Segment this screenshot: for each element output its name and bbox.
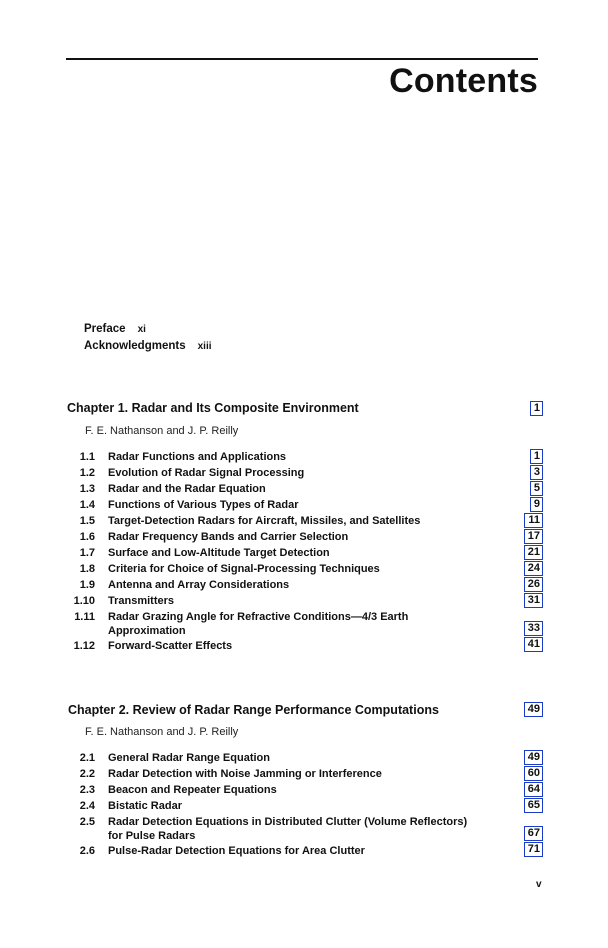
section-number: 1.1 [79, 451, 95, 463]
section-title: General Radar Range Equation [108, 752, 270, 764]
section-page-link[interactable]: 67 [524, 826, 543, 841]
section-number: 2.3 [79, 784, 95, 796]
chapter-2-title: Chapter 2. Review of Radar Range Performance Computations [68, 703, 439, 717]
section-page-link[interactable]: 71 [524, 842, 543, 857]
section-page-link[interactable]: 26 [524, 577, 543, 592]
section-number: 1.10 [73, 595, 95, 607]
chapter-2-page-link[interactable]: 49 [524, 702, 543, 717]
page-folio: v [536, 879, 542, 890]
chapter-1-title: Chapter 1. Radar and Its Composite Environment [67, 401, 359, 415]
section-number: 1.3 [79, 483, 95, 495]
section-title: Target-Detection Radars for Aircraft, Missiles, and Satellites [108, 515, 421, 527]
section-title: Bistatic Radar [108, 800, 182, 812]
section-title: Pulse-Radar Detection Equations for Area Clutter [108, 845, 365, 857]
section-page-link[interactable]: 49 [524, 750, 543, 765]
chapter-1-authors: F. E. Nathanson and J. P. Reilly [85, 425, 239, 437]
section-number: 1.5 [79, 515, 95, 527]
section-title-continued: Approximation [108, 625, 186, 637]
section-page-link[interactable]: 17 [524, 529, 543, 544]
section-title: Criteria for Choice of Signal-Processing Techniques [108, 563, 380, 575]
top-rule [66, 58, 538, 60]
section-page-link[interactable]: 9 [530, 497, 543, 512]
chapter-1-page-link[interactable]: 1 [530, 401, 543, 416]
section-title: Evolution of Radar Signal Processing [108, 467, 305, 479]
section-title: Forward-Scatter Effects [108, 640, 233, 652]
section-number: 1.9 [79, 579, 95, 591]
section-title: Radar Grazing Angle for Refractive Conditions—4/3 Earth [108, 611, 409, 623]
front-matter-page: xiii [197, 341, 212, 352]
front-matter-acknowledgments [84, 340, 212, 352]
section-title: Radar Functions and Applications [108, 451, 287, 463]
page-title: Contents [389, 62, 538, 100]
section-title: Radar Frequency Bands and Carrier Selection [108, 531, 349, 543]
section-number: 2.1 [79, 752, 95, 764]
section-title: Surface and Low-Altitude Target Detection [108, 547, 330, 559]
section-page-link[interactable]: 33 [524, 621, 543, 636]
chapter-2-authors: F. E. Nathanson and J. P. Reilly [85, 726, 239, 738]
section-number: 2.4 [79, 800, 95, 812]
section-title: Functions of Various Types of Radar [108, 499, 299, 511]
section-page-link[interactable]: 64 [524, 782, 543, 797]
front-matter-page: xi [137, 324, 146, 335]
section-page-link[interactable]: 24 [524, 561, 543, 576]
front-matter-label: Preface [84, 323, 126, 335]
front-matter-preface [84, 323, 146, 335]
section-number: 1.7 [79, 547, 95, 559]
section-title-continued: for Pulse Radars [108, 830, 196, 842]
section-number: 1.6 [79, 531, 95, 543]
section-number: 1.12 [73, 640, 95, 652]
section-page-link[interactable]: 65 [524, 798, 543, 813]
section-number: 1.2 [79, 467, 95, 479]
front-matter-label: Acknowledgments [84, 340, 186, 352]
section-title: Radar and the Radar Equation [108, 483, 266, 495]
section-title: Radar Detection with Noise Jamming or Interference [108, 768, 382, 780]
section-page-link[interactable]: 1 [530, 449, 543, 464]
section-number: 1.8 [79, 563, 95, 575]
section-number: 1.11 [74, 611, 95, 623]
section-page-link[interactable]: 3 [530, 465, 543, 480]
section-page-link[interactable]: 60 [524, 766, 543, 781]
section-title: Radar Detection Equations in Distributed Clutter (Volume Reflectors) [108, 816, 468, 828]
section-page-link[interactable]: 11 [524, 513, 543, 528]
section-title: Antenna and Array Considerations [108, 579, 290, 591]
section-page-link[interactable]: 5 [530, 481, 543, 496]
section-page-link[interactable]: 31 [524, 593, 543, 608]
section-page-link[interactable]: 41 [524, 637, 543, 652]
section-number: 2.6 [79, 845, 95, 857]
section-number: 2.2 [79, 768, 95, 780]
section-number: 2.5 [79, 816, 95, 828]
section-number: 1.4 [79, 499, 95, 511]
section-title: Transmitters [108, 595, 175, 607]
section-title: Beacon and Repeater Equations [108, 784, 277, 796]
section-page-link[interactable]: 21 [524, 545, 543, 560]
